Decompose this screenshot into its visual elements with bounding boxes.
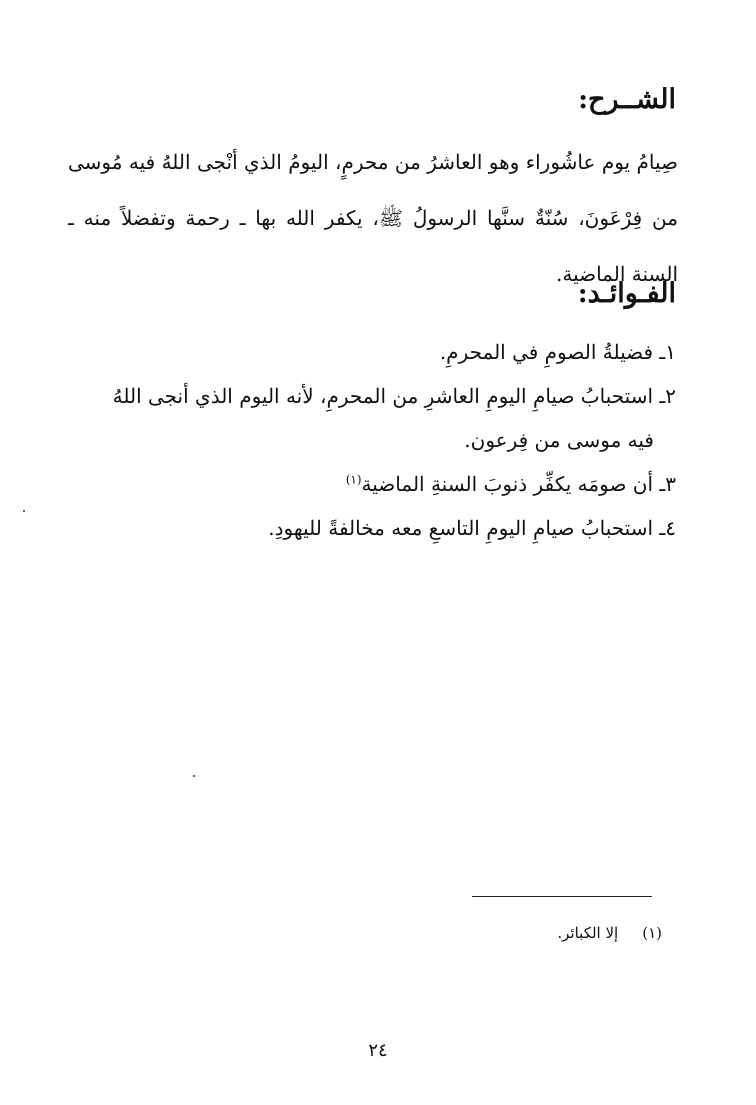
fawaid-item-text: ٤ـ استحبابُ صيامِ اليومِ التاسعِ معه مخالفةً لليهودِ. — [268, 516, 676, 540]
fawaid-item-text: ١ـ فضيلةُ الصومِ في المحرمِ. — [439, 340, 676, 364]
fawaid-item-text: ٣ـ أن صومَه يكفِّر ذنوبَ السنةِ الماضية — [361, 472, 676, 496]
fawaid-list — [64, 330, 676, 550]
fawaid-item-1 — [64, 330, 676, 374]
fawaid-item-text: ٢ـ استحبابُ صيامِ اليومِ العاشرِ من المحرمِ، لأنه اليوم الذي أنجى اللهُ — [112, 384, 676, 408]
fawaid-item-2-continuation — [64, 418, 676, 462]
footnote — [557, 924, 662, 942]
scan-speck — [193, 775, 195, 777]
footnote-number: (١) — [642, 924, 662, 942]
footnote-text: إلا الكبائر. — [557, 924, 619, 942]
fawaid-item-3 — [64, 462, 676, 506]
fawaid-item-continuation-text: فيه موسى من فِرعون. — [464, 428, 654, 452]
sharh-heading: الشــرح: — [578, 84, 676, 115]
fawaid-heading: الفـوائـد: — [577, 278, 676, 309]
page-number: ٢٤ — [368, 1040, 388, 1061]
scan-speck — [23, 510, 25, 512]
fawaid-item-4 — [64, 506, 676, 550]
footnote-reference[interactable]: (١) — [345, 472, 362, 487]
sharh-paragraph: صِيامُ يوم عاشُوراء وهو العاشرُ من محرمٍ، اليومُ الذي أنْجى اللهُ فيه مُوسى من فِرْعَونَ، سُنّةٌ سنَّها الرسولُ ﷺ، يكفر الله بها ـ رحمة وتفضلاً منه ـ السنة الماضية. — [68, 150, 678, 286]
fawaid-item-2 — [64, 374, 676, 418]
footnote-separator — [472, 896, 652, 897]
